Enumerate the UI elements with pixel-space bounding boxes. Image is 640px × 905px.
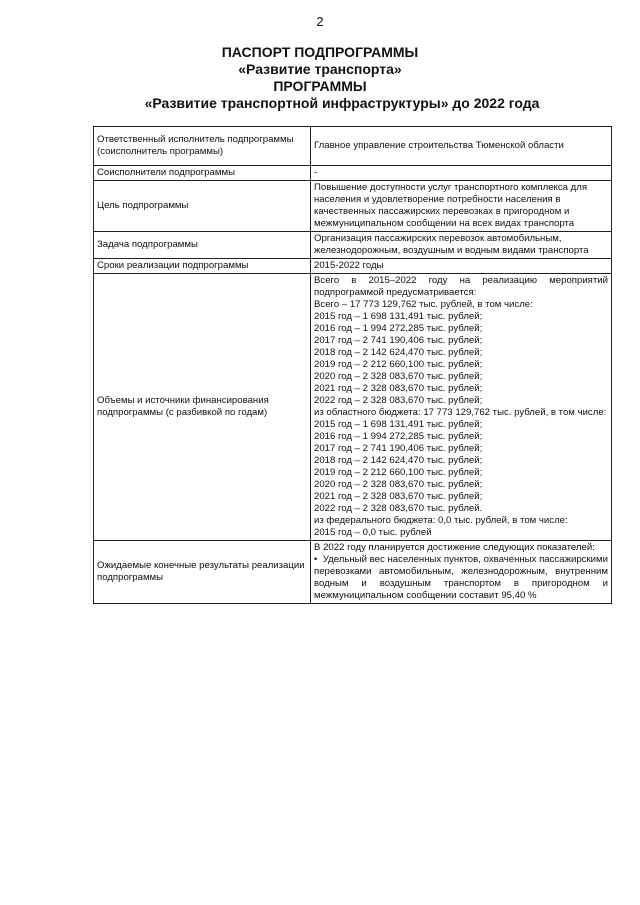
terms-value: 2015-2022 годы bbox=[311, 259, 612, 274]
executor-value: Главное управление строительства Тюменской области bbox=[311, 127, 612, 166]
funding-intro: Всего в 2015–2022 году на реализацию мероприятий подпрограммой предусматривается: bbox=[314, 275, 608, 298]
funding-value bbox=[311, 274, 612, 541]
task-value: Организация пассажирских перевозок автомобильным, железнодорожным, воздушным и водным видами транспорта bbox=[311, 232, 612, 259]
funding-total-year: 2019 год – 2 212 660,100 тыс. рублей; bbox=[314, 359, 483, 370]
funding-total-year: 2020 год – 2 328 083,670 тыс. рублей; bbox=[314, 371, 483, 382]
coexecutors-label: Соисполнители подпрограммы bbox=[94, 166, 311, 181]
coexecutors-value: - bbox=[311, 166, 612, 181]
table-row bbox=[94, 232, 612, 259]
passport-table bbox=[93, 126, 612, 604]
goal-value: Повышение доступности услуг транспортного комплекса для населения и удовлетворение потребности населения в качественных пассажирских перевозках в пригородном и межмуниципальном сообщении на всех видах транспорта bbox=[311, 181, 612, 232]
funding-regional-year: 2016 год – 1 994 272,285 тыс. рублей; bbox=[314, 431, 483, 442]
table-row bbox=[94, 274, 612, 541]
table-row bbox=[94, 127, 612, 166]
results-intro: В 2022 году планируется достижение следующих показателей: bbox=[314, 542, 595, 553]
terms-label: Сроки реализации подпрограммы bbox=[94, 259, 311, 274]
title-line-1: ПАСПОРТ ПОДПРОГРАММЫ bbox=[221, 44, 419, 60]
title-line-3: ПРОГРАММЫ bbox=[273, 78, 367, 94]
table-row bbox=[94, 541, 612, 604]
task-label: Задача подпрограммы bbox=[94, 232, 311, 259]
title-line-4: «Развитие транспортной инфраструктуры» до 2022 года bbox=[144, 95, 540, 111]
funding-federal: из федерального бюджета: 0,0 тыс. рублей, в том числе: bbox=[314, 515, 568, 526]
funding-total-year: 2017 год – 2 741 190,406 тыс. рублей; bbox=[314, 335, 483, 346]
document-title bbox=[0, 44, 640, 112]
funding-regional-year: 2021 год – 2 328 083,670 тыс. рублей; bbox=[314, 491, 483, 502]
funding-total: Всего – 17 773 129,762 тыс. рублей, в том числе: bbox=[314, 299, 533, 310]
funding-federal-year: 2015 год – 0,0 тыс. рублей bbox=[314, 527, 432, 538]
funding-regional: из областного бюджета: 17 773 129,762 тыс. рублей, в том числе: bbox=[314, 407, 607, 418]
executor-label: Ответственный исполнитель подпрограммы (соисполнитель программы) bbox=[94, 127, 311, 166]
goal-label: Цель подпрограммы bbox=[94, 181, 311, 232]
funding-total-year: 2016 год – 1 994 272,285 тыс. рублей; bbox=[314, 323, 483, 334]
table-row bbox=[94, 166, 612, 181]
funding-regional-year: 2019 год – 2 212 660,100 тыс. рублей; bbox=[314, 467, 483, 478]
funding-regional-year: 2022 год – 2 328 083,670 тыс. рублей. bbox=[314, 503, 483, 514]
results-bullet-text: Удельный вес населенных пунктов, охваченных пассажирскими перевозками автомобильным, железнодорожным, внутренним водным и воздушным транспортом в пригородном и межмуниципальном сообщении составит 95,40 % bbox=[314, 554, 608, 601]
title-line-2: «Развитие транспорта» bbox=[238, 61, 402, 77]
funding-regional-year: 2020 год – 2 328 083,670 тыс. рублей; bbox=[314, 479, 483, 490]
funding-total-year: 2015 год – 1 698 131,491 тыс. рублей; bbox=[314, 311, 483, 322]
results-bullet bbox=[314, 554, 608, 602]
table-row bbox=[94, 259, 612, 274]
page-number: 2 bbox=[316, 14, 324, 29]
funding-regional-year: 2015 год – 1 698 131,491 тыс. рублей; bbox=[314, 419, 483, 430]
funding-label: Объемы и источники финансирования подпрограммы (с разбивкой по годам) bbox=[94, 274, 311, 541]
funding-total-year: 2022 год – 2 328 083,670 тыс. рублей; bbox=[314, 395, 483, 406]
funding-total-year: 2021 год – 2 328 083,670 тыс. рублей; bbox=[314, 383, 483, 394]
table-row bbox=[94, 181, 612, 232]
funding-total-year: 2018 год – 2 142 624,470 тыс. рублей; bbox=[314, 347, 483, 358]
funding-regional-year: 2017 год – 2 741 190,406 тыс. рублей; bbox=[314, 443, 483, 454]
results-label: Ожидаемые конечные результаты реализации подпрограммы bbox=[94, 541, 311, 604]
results-value bbox=[311, 541, 612, 604]
bullet-icon: • bbox=[314, 554, 318, 565]
funding-regional-year: 2018 год – 2 142 624,470 тыс. рублей; bbox=[314, 455, 483, 466]
